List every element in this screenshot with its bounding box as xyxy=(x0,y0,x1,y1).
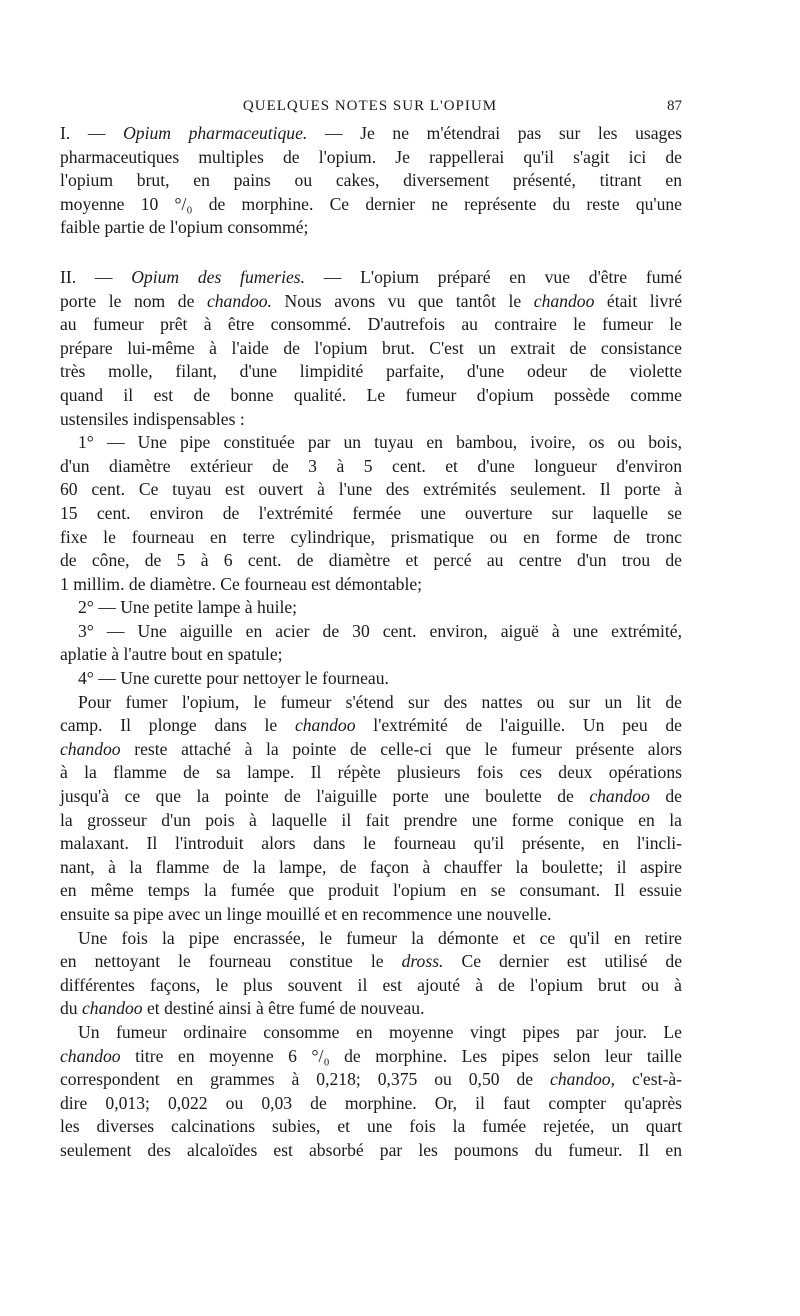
text-line: seulement des alcaloïdes est absorbé par les poumons du fumeur. Il en xyxy=(60,1139,682,1160)
page-number: 87 xyxy=(667,98,682,114)
text-line: I. — Opium pharmaceutique. — Je ne m'étendrai pas sur les usages xyxy=(60,123,682,143)
text-line: ensuite sa pipe avec un linge mouillé et en recommence une nouvelle. xyxy=(60,904,552,924)
text-line: prépare lui-même à l'aide de l'opium brut. C'est un extrait de consistance xyxy=(60,337,682,358)
text-line: malaxant. Il l'introduit alors dans le fourneau qu'il présente, en l'incli- xyxy=(60,833,682,854)
text-line: 15 cent. environ de l'extrémité fermée une ouverture sur laquelle se xyxy=(60,502,682,523)
text-line: II. — Opium des fumeries. — L'opium préparé en vue d'être fumé xyxy=(60,266,683,287)
text-line: au fumeur prêt à être consommé. D'autrefois au contraire le fumeur le xyxy=(60,314,682,335)
text-line: nant, à la flamme de la lampe, de façon à chauffer la boulette; il aspire xyxy=(60,856,682,877)
text-line: 2° — Une petite lampe à huile; xyxy=(78,597,298,618)
text-line: Un fumeur ordinaire consomme en moyenne vingt pipes par jour. Le xyxy=(78,1021,682,1042)
text-line: 4° — Une curette pour nettoyer le fourneau. xyxy=(78,668,389,689)
text-line: ustensiles indispensables : xyxy=(60,408,245,429)
text-line: 3° — Une aiguille en acier de 30 cent. environ, aiguë à une extrémité, xyxy=(78,620,682,641)
text-line: chandoo reste attaché à la pointe de celle-ci que le fumeur présente alors xyxy=(60,738,682,759)
text-line: faible partie de l'opium consommé; xyxy=(60,217,309,238)
running-title: QUELQUES NOTES SUR L'OPIUM xyxy=(242,98,498,114)
text-line: en même temps la fumée que produit l'opium en se consumant. Il essuie xyxy=(60,880,682,901)
text-line: jusqu'à ce que la pointe de l'aiguille porte une boulette de chandoo de xyxy=(60,786,682,807)
body-text xyxy=(60,122,682,1163)
text-line: différentes façons, le plus souvent il est ajouté à de l'opium brut ou à xyxy=(60,974,682,995)
text-line: pharmaceutiques multiples de l'opium. Je rappellerai qu'il s'agit ici de xyxy=(60,146,682,167)
text-line: porte le nom de chandoo. Nous avons vu que tantôt le chandoo était livré xyxy=(60,290,683,311)
text-line: 1° — Une pipe constituée par un tuyau en bambou, ivoire, os ou bois, xyxy=(78,432,682,453)
text-line: de cône, de 5 à 6 cent. de diamètre et percé au centre d'un trou de xyxy=(60,550,682,571)
text-line: correspondent en grammes à 0,218; 0,375 ou 0,50 de chandoo, c'est-à- xyxy=(60,1069,682,1090)
text-line: 60 cent. Ce tuyau est ouvert à l'une des extrémités seulement. Il porte à xyxy=(60,479,682,500)
text-line: en nettoyant le fourneau constitue le dross. Ce dernier est utilisé de xyxy=(60,951,683,972)
text-line: d'un diamètre extérieur de 3 à 5 cent. et d'une longueur d'environ xyxy=(60,455,682,476)
running-header xyxy=(60,98,680,122)
text-line: 1 millim. de diamètre. Ce fourneau est démontable; xyxy=(60,573,423,594)
text-line: les diverses calcinations subies, et une fois la fumée rejetée, un quart xyxy=(60,1116,682,1137)
text-line: très molle, filant, d'une limpidité parfaite, d'une odeur de violette xyxy=(60,361,682,382)
text-line: Pour fumer l'opium, le fumeur s'étend sur des nattes ou sur un lit de xyxy=(78,691,682,712)
text-line: du chandoo et destiné ainsi à être fumé de nouveau. xyxy=(60,998,425,1019)
text-line: dire 0,013; 0,022 ou 0,03 de morphine. Or, il faut compter qu'après xyxy=(60,1092,682,1113)
text-line: moyenne 10 °/₀ de morphine. Ce dernier ne représente du reste qu'une xyxy=(60,193,682,214)
text-line: l'opium brut, en pains ou cakes, diversement présenté, titrant en xyxy=(60,170,682,191)
text-line: la grosseur d'un pois à laquelle il fait prendre une forme conique en la xyxy=(60,809,682,830)
text-line: à la flamme de sa lampe. Il répète plusieurs fois ces deux opérations xyxy=(60,762,682,783)
text-line: fixe le fourneau en terre cylindrique, prismatique ou en forme de tronc xyxy=(60,526,682,547)
text-line: Une fois la pipe encrassée, le fumeur la démonte et ce qu'il en retire xyxy=(78,927,682,948)
text-line: camp. Il plonge dans le chandoo l'extrémité de l'aiguille. Un peu de xyxy=(60,715,682,736)
text-line: aplatie à l'autre bout en spatule; xyxy=(60,644,283,665)
text-line: chandoo titre en moyenne 6 °/₀ de morphine. Les pipes selon leur taille xyxy=(60,1045,682,1066)
text-line: quand il est de bonne qualité. Le fumeur d'opium possède comme xyxy=(60,384,682,405)
